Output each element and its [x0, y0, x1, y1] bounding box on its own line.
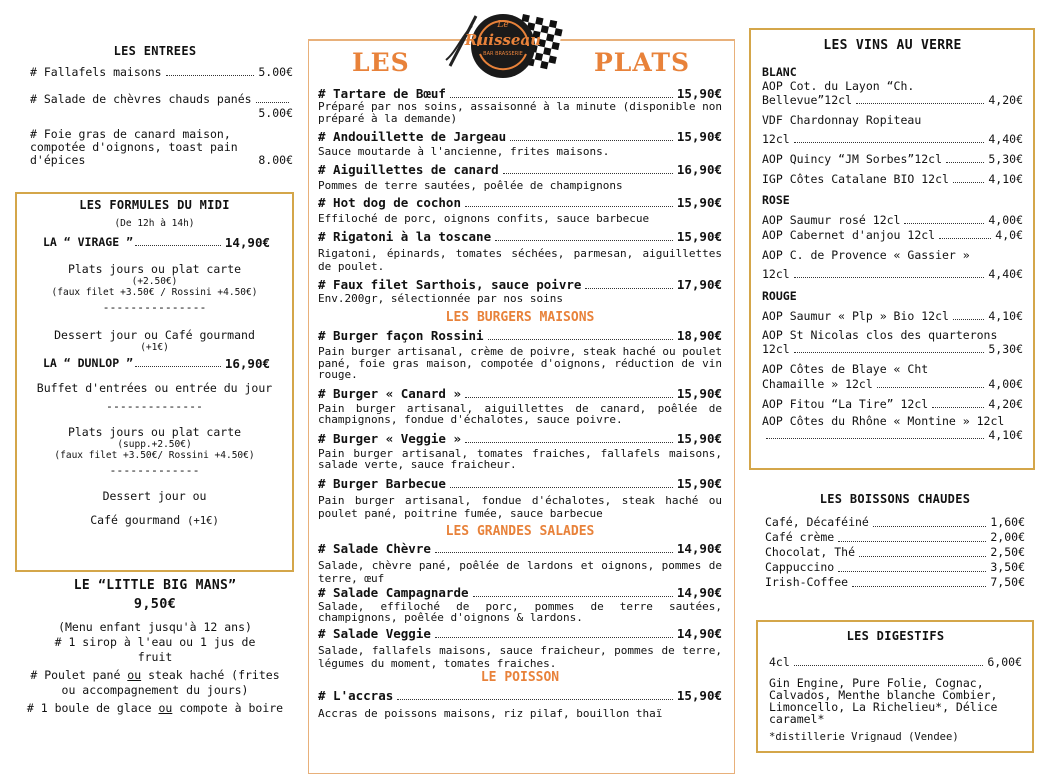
dish-desc: Pain burger artisanal, crème de poivre, steak haché ou poulet pané, foie gras maison, compotée d'oignons, réduction de vin rouge.	[318, 345, 722, 381]
dish-item	[318, 278, 722, 305]
dish-price: 17,90€	[676, 276, 722, 292]
wine-item	[762, 309, 1023, 323]
separator: --------------	[106, 399, 203, 413]
formule-text: Buffet d'entrées ou entrée du jour	[36, 381, 273, 395]
dish-price: 15,90€	[676, 687, 722, 703]
dish-price: 14,90€	[676, 540, 722, 556]
formule-text	[17, 513, 292, 527]
item-price: 1,60€	[990, 515, 1025, 529]
dish-desc: Salade, fallafels maisons, sauce fraicheur, pommes de terre, légumes du moment, tomates fraiches.	[318, 643, 722, 670]
chaudes-section	[765, 492, 1025, 590]
wine-price: 4,10€	[988, 428, 1023, 442]
item-price: 3,50€	[990, 560, 1025, 574]
digestifs-price: 6,00€	[987, 655, 1022, 669]
wine-name-2: 12cl	[762, 267, 790, 281]
dish-name: # Salade Veggie	[318, 625, 431, 641]
wine-price: 4,40€	[988, 132, 1023, 146]
wine-name-2: Bellevue”12cl	[762, 93, 853, 107]
wine-name: AOP Saumur rosé 12cl	[762, 213, 901, 227]
item-label: Café crème	[765, 530, 835, 544]
vins-rouge-heading: ROUGE	[762, 289, 797, 303]
wine-name: AOP Cabernet d'anjou 12cl	[762, 228, 936, 242]
dish-name: # L'accras	[318, 687, 394, 703]
formule-supp: (supp.+2.50€)	[117, 439, 192, 450]
dish-item	[318, 130, 722, 158]
dish-item	[318, 387, 722, 426]
wine-item	[762, 248, 1023, 281]
formule-cafe: Café gourmand	[90, 513, 181, 527]
wine-price: 4,20€	[988, 93, 1023, 107]
wine-item	[762, 172, 1023, 186]
formule-virage	[43, 235, 270, 250]
dish-desc: Sauce moutarde à l'ancienne, frites maisons.	[318, 145, 610, 158]
dish-name: # Tartare de Bœuf	[318, 86, 446, 101]
formule-text: Plats jours ou plat carte	[67, 425, 242, 439]
dish-name: # Salade Campagnarde	[318, 584, 469, 600]
logo-top: Le	[497, 20, 509, 30]
formule-name: LA “ DUNLOP ”	[43, 356, 134, 370]
list-item	[765, 575, 1025, 590]
wine-name: AOP Saumur « Plp » Bio 12cl	[762, 309, 949, 323]
vins-title: LES VINS AU VERRE	[823, 38, 962, 53]
wine-name: AOP Fitou “La Tire” 12cl	[762, 397, 929, 411]
dish-price: 15,90€	[676, 385, 722, 401]
dish-name: # Hot dog de cochon	[318, 195, 461, 210]
little-price: 9,50€	[133, 596, 177, 612]
dish-name: # Burger « Veggie »	[318, 430, 461, 446]
dish-price: 15,90€	[676, 195, 722, 210]
dish-name: # Burger façon Rossini	[318, 328, 484, 343]
dish-name: # Rigatoni à la toscane	[318, 228, 492, 244]
formule-price: 16,90€	[224, 356, 270, 371]
chaudes-title: LES BOISSONS CHAUDES	[819, 492, 971, 506]
dish-item	[318, 230, 722, 273]
item-price: 5.00€	[258, 106, 293, 120]
separator: ---------------	[102, 300, 207, 314]
formules-box	[15, 192, 294, 572]
dish-desc: Env.200gr, sélectionnée par nos soins	[318, 291, 564, 305]
formules-hours: (De 12h à 14h)	[114, 218, 195, 229]
dish-desc: Effiloché de porc, oignons confits, sauce barbecue	[318, 212, 650, 225]
wine-name: VDF Chardonnay Ropiteau	[762, 113, 922, 127]
wine-item	[762, 152, 1023, 166]
dish-item	[318, 477, 722, 520]
formule-supp: (+1€)	[140, 342, 169, 353]
little-section	[20, 578, 290, 716]
burgers-title: LES BURGERS MAISONS	[445, 310, 595, 325]
wine-item	[762, 228, 1023, 242]
dish-item	[318, 87, 722, 124]
wine-item	[762, 414, 1023, 442]
little-item: # 1 sirop à l'eau ou 1 jus de fruit	[54, 635, 256, 664]
wine-item	[762, 113, 1023, 146]
formule-extra: (faux filet +3.50€ / Rossini +4.50€)	[51, 287, 258, 298]
little-item: # Poulet pané ou steak haché (frites ou accompagnement du jours)	[30, 668, 280, 697]
dish-desc: Pommes de terre sautées, poêlée de champignons	[318, 178, 623, 192]
digestifs-box	[756, 620, 1034, 753]
dish-price: 15,90€	[676, 129, 722, 144]
wine-price: 4,20€	[988, 397, 1023, 411]
wine-price: 4,00€	[988, 213, 1023, 227]
dish-item	[318, 586, 722, 624]
list-item	[765, 530, 1025, 545]
dish-item	[318, 689, 722, 720]
separator: -------------	[109, 463, 200, 477]
wine-name: AOP Côtes de Blaye « Cht	[762, 362, 929, 376]
entrees-title: LES ENTREES	[113, 44, 197, 58]
dish-price: 15,90€	[676, 430, 722, 446]
item-price: 5.00€	[258, 65, 293, 79]
plats-title-left: LES	[352, 48, 410, 77]
wine-name: AOP Cot. du Layon “Ch.	[762, 79, 915, 93]
vins-rose-heading: ROSE	[762, 193, 790, 207]
dish-name: # Faux filet Sarthois, sauce poivre	[318, 276, 582, 292]
list-item	[765, 545, 1025, 560]
wine-name-2: 12cl	[762, 342, 790, 356]
dish-item	[318, 329, 722, 381]
formule-supp: (+1€)	[187, 515, 219, 527]
item-label: # Salade de chèvres chauds panés	[30, 92, 252, 106]
dish-name: # Burger Barbecue	[318, 475, 446, 491]
dish-item	[318, 196, 722, 225]
item-price: 8.00€	[258, 153, 293, 167]
dish-price: 14,90€	[676, 584, 722, 600]
dish-price: 14,90€	[676, 625, 722, 641]
item-label: Cappuccino	[765, 560, 835, 574]
vins-blanc-heading: BLANC	[762, 65, 797, 79]
little-item: # 1 boule de glace ou compote à boire	[26, 701, 284, 715]
dish-desc: Pain burger artisanal, fondue d'échalotes, steak haché ou poulet pané, poitrine fumée, sauce barbecue	[318, 493, 722, 520]
wine-price: 4,40€	[988, 267, 1023, 281]
logo-sub: BAR BRASSERIE	[483, 51, 523, 57]
dish-desc: Salade, effiloché de porc, pommes de terre sautées, champignons, poêlée d'oignons & lardons.	[318, 599, 722, 624]
formule-text: Dessert jour ou Café gourmand	[54, 328, 255, 342]
dish-price: 15,90€	[676, 475, 722, 491]
wine-name: AOP C. de Provence « Gassier »	[762, 248, 970, 262]
salades-title: LES GRANDES SALADES	[445, 523, 595, 539]
list-item	[765, 560, 1025, 575]
formule-price: 14,90€	[224, 235, 270, 250]
digestifs-price-row	[769, 655, 1022, 669]
wine-price: 4,0€	[995, 228, 1023, 242]
formule-text: Plats jours ou plat carte	[67, 262, 242, 276]
dish-price: 15,90€	[676, 86, 722, 101]
restaurant-logo	[428, 6, 578, 86]
dish-desc: Préparé par nos soins, assaisonné à la minute (disponible non préparé à la demande)	[318, 100, 722, 125]
dish-item	[318, 627, 722, 670]
item-price: 2,50€	[990, 545, 1025, 559]
dish-item	[318, 542, 722, 585]
wine-item	[762, 328, 1023, 356]
digestifs-title: LES DIGESTIFS	[846, 629, 945, 643]
dish-price: 18,90€	[676, 328, 722, 343]
dish-desc: Salade, chèvre pané, poêlée de lardons et oignons, pommes de terre, œuf	[318, 558, 722, 585]
poisson-title: LE POISSON	[480, 669, 560, 685]
plats-list	[318, 87, 722, 719]
formule-name: LA “ VIRAGE ”	[43, 235, 134, 249]
item-label: Café, Décaféiné	[765, 515, 869, 529]
little-note: (Menu enfant jusqu'à 12 ans)	[58, 620, 252, 634]
wine-price: 4,10€	[988, 309, 1023, 323]
item-label: # Foie gras de canard maison, compotée d'oignons, toast pain d'épices	[30, 127, 238, 167]
digestifs-note: *distillerie Vrignaud (Vendee)	[769, 731, 959, 743]
dish-price: 15,90€	[676, 228, 722, 244]
item-price: 2,00€	[990, 530, 1025, 544]
dish-item	[318, 163, 722, 192]
dish-name: # Burger « Canard »	[318, 385, 461, 401]
vins-box	[749, 28, 1035, 470]
list-item	[30, 128, 293, 167]
wine-name: IGP Côtes Catalane BIO 12cl	[762, 172, 949, 186]
wine-name: AOP Côtes du Rhône « Montine » 12cl	[762, 414, 1005, 428]
item-label: Chocolat, Thé	[765, 545, 856, 559]
wine-item	[762, 397, 1023, 411]
wine-item	[762, 79, 1023, 107]
dish-desc: Pain burger artisanal, aiguillettes de canard, poêlée de champignons, fondue d'échalotes, sauce poivre.	[318, 401, 722, 426]
little-title: LE “LITTLE BIG MANS”	[73, 578, 237, 593]
dish-name: # Aiguillettes de canard	[318, 161, 499, 177]
dish-item	[318, 432, 722, 471]
wine-name: AOP St Nicolas clos des quarterons	[762, 328, 998, 342]
dish-desc: Pain burger artisanal, tomates fraiches, fallafels maisons, salade verte, sauce fraicheur.	[318, 446, 722, 471]
wine-item	[762, 362, 1023, 391]
list-item	[30, 65, 293, 79]
formule-dunlop	[43, 356, 270, 371]
entrees-list	[30, 65, 293, 167]
wine-price: 5,30€	[988, 342, 1023, 356]
wine-name-2: 12cl	[762, 132, 790, 146]
wine-price: 4,10€	[988, 172, 1023, 186]
dish-desc: Accras de poissons maisons, riz pilaf, bouillon thaï	[318, 706, 663, 720]
item-label: # Fallafels maisons	[30, 65, 162, 79]
formule-supp: (+2.50€)	[131, 276, 178, 287]
dish-name: # Andouillette de Jargeau	[318, 129, 507, 144]
formule-extra: (faux filet +3.50€/ Rossini +4.50€)	[54, 450, 255, 461]
dish-desc: Rigatoni, épinards, tomates séchées, parmesan, aiguillettes de poulet.	[318, 246, 722, 273]
plats-title-right: PLATS	[594, 48, 691, 77]
wine-item	[762, 213, 1023, 227]
digestifs-list: Gin Engine, Pure Folie, Cognac, Calvados, Menthe blanche Combier, Limoncello, La Richelieu*, Délice caramel*	[769, 676, 998, 726]
dish-name: # Salade Chèvre	[318, 540, 431, 556]
formules-title: LES FORMULES DU MIDI	[79, 198, 230, 212]
formule-text: Dessert jour ou	[102, 489, 207, 503]
wine-price: 4,00€	[988, 377, 1023, 391]
logo-name: Ruisseau	[464, 31, 542, 49]
wine-price: 5,30€	[988, 152, 1023, 166]
wine-name: AOP Quincy “JM Sorbes”12cl	[762, 152, 943, 166]
dish-price: 16,90€	[676, 161, 722, 177]
item-price: 7,50€	[990, 575, 1025, 589]
digestifs-size: 4cl	[769, 655, 790, 669]
list-item	[30, 92, 293, 120]
item-label: Irish-Coffee	[765, 575, 849, 589]
wine-name-2: Chamaille » 12cl	[762, 377, 873, 391]
list-item	[765, 515, 1025, 530]
